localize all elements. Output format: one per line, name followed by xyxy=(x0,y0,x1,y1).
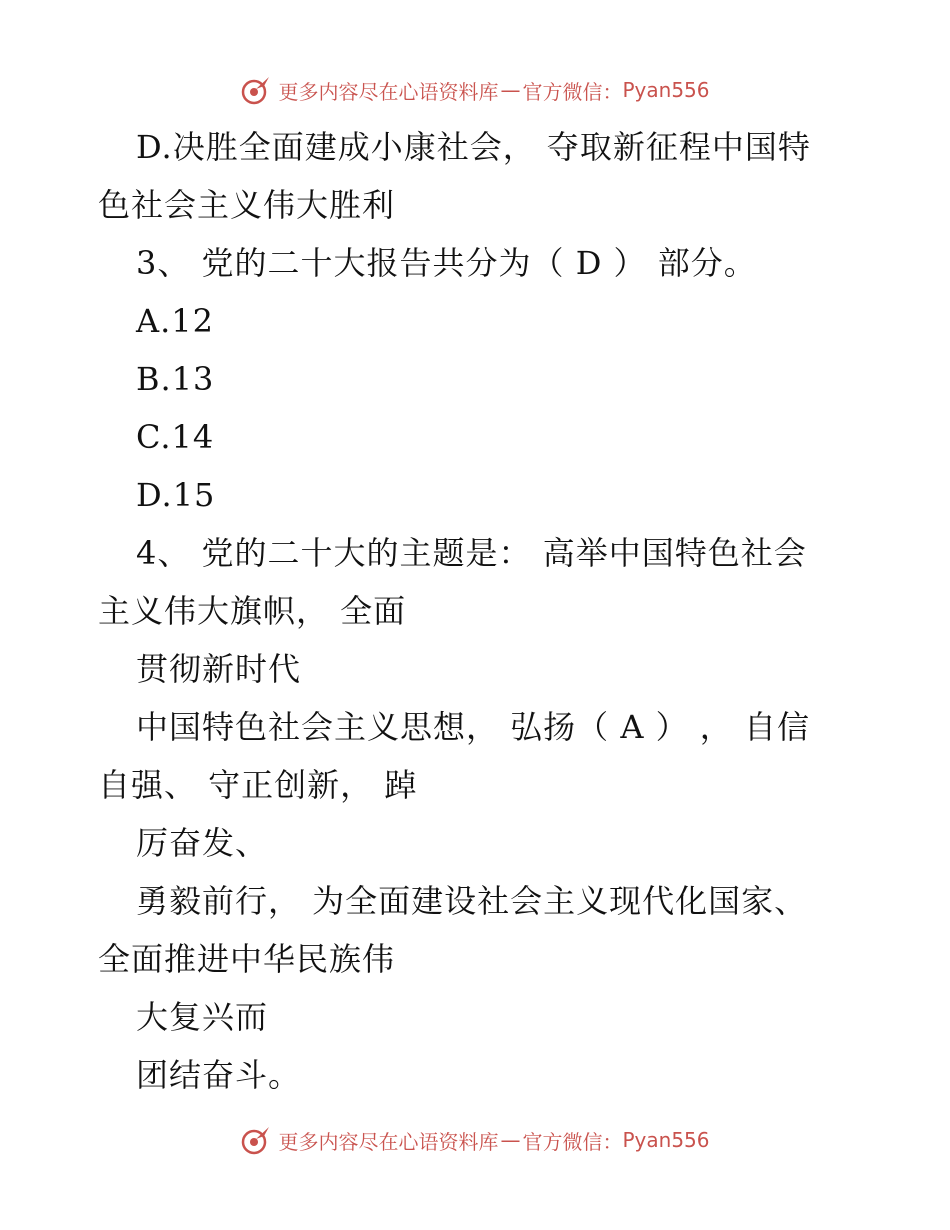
text-line: 贯彻新时代 xyxy=(136,650,302,688)
feather-pen-circle-icon xyxy=(240,1124,272,1156)
text-line: 中国特色社会主义思想， 弘扬（ A ） ， 自信 xyxy=(136,708,810,746)
text-line: 自强、 守正创新， 踔 xyxy=(98,766,418,804)
header-watermark xyxy=(0,72,950,108)
text-line: 勇毅前行， 为全面建设社会主义现代化国家、 xyxy=(136,882,808,920)
watermark-wechat-label: 官方微信： xyxy=(522,79,623,104)
text-line: 团结奋斗。 xyxy=(136,1056,302,1094)
watermark-separator: — xyxy=(500,78,521,102)
document-body xyxy=(98,118,858,1104)
option-d: D.15 xyxy=(136,476,216,514)
option-c: C.14 xyxy=(136,418,215,456)
question-3: 3、 党的二十大报告共分为（ D ） 部分。 xyxy=(136,244,757,282)
watermark-wechat-id: Pyan556 xyxy=(622,78,710,102)
watermark-separator: — xyxy=(500,1128,521,1152)
option-b: B.13 xyxy=(136,360,215,398)
watermark-wechat-label: 官方微信： xyxy=(522,1129,623,1154)
option-a: A.12 xyxy=(136,302,214,340)
text-line: 色社会主义伟大胜利 xyxy=(98,186,396,224)
text-line: D.决胜全面建成小康社会， 夺取新征程中国特 xyxy=(136,128,811,166)
text-line: 大复兴而 xyxy=(136,998,269,1036)
footer-watermark xyxy=(0,1122,950,1158)
watermark-site-text: 更多内容尽在心语资料库 xyxy=(278,79,499,104)
feather-pen-circle-icon xyxy=(240,74,272,106)
question-4: 4、 党的二十大的主题是： 高举中国特色社会 xyxy=(136,534,807,572)
text-line: 全面推进中华民族伟 xyxy=(98,940,396,978)
watermark-wechat-id: Pyan556 xyxy=(622,1128,710,1152)
watermark-site-text: 更多内容尽在心语资料库 xyxy=(278,1129,499,1154)
text-line: 主义伟大旗帜， 全面 xyxy=(98,592,407,630)
text-line: 厉奋发、 xyxy=(136,824,269,862)
